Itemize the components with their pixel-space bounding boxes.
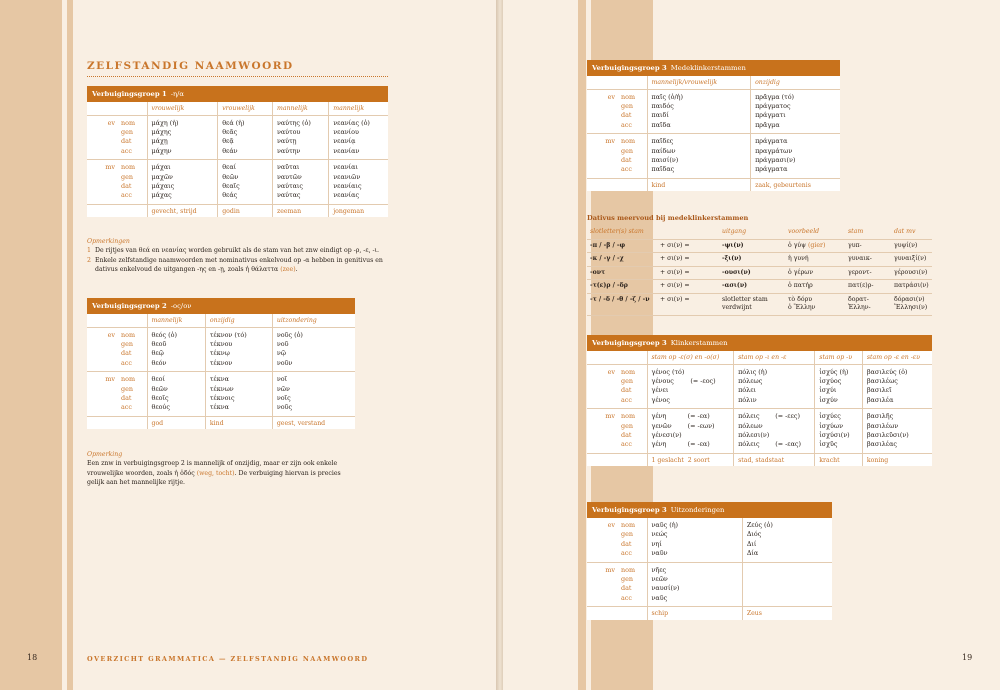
form-cell: βασιλῆς βασιλέων βασιλεῦσι(ν) βασιλέας xyxy=(866,412,909,449)
form-cell: θεός (ὁ) θεοῦ θεῷ θεόν xyxy=(151,330,177,367)
column-header: stam op -ε(σ) en -ο(σ) xyxy=(647,351,734,364)
translation: 1 geslacht 2 soort xyxy=(647,453,734,466)
case-labels: nom gen dat acc xyxy=(621,137,636,174)
translation-row xyxy=(87,416,355,429)
column-header: mannelijk xyxy=(272,102,328,115)
number-label: mv xyxy=(587,562,617,607)
column-headers xyxy=(587,76,840,89)
number-label: ev xyxy=(587,518,617,562)
right-margin-stripe xyxy=(578,0,586,690)
form-cell: παῖς (ὁ/ἡ) παιδός παιδί παῖδα xyxy=(651,92,683,129)
form-cell: γένος (τό) γένους γένει γένος xyxy=(651,367,685,404)
number-label: ev xyxy=(87,327,117,372)
column-header: uitgang xyxy=(719,226,785,239)
table-row-singular xyxy=(587,518,832,562)
column-header: mannelijk xyxy=(329,102,388,115)
column-header: slotletter(s) stam xyxy=(587,226,657,239)
number-label: mv xyxy=(587,134,617,179)
form-cell: ἰσχύς (ἡ) ἰσχύος ἰσχύι ἰσχύν xyxy=(819,367,849,404)
case-labels: nom gen dat acc xyxy=(621,412,636,449)
form-cell: γένη γενῶν γένεσι(ν) γένη xyxy=(651,412,682,449)
form-cell: μάχαι μαχῶν μάχαις μάχας xyxy=(151,163,175,200)
form-cell: νῆες νεῶν ναυσί(ν) ναῦς xyxy=(651,565,680,602)
form-cell: νοῖ νῶν νοῖς νοῦς xyxy=(276,375,293,412)
number-label: ev xyxy=(587,89,617,134)
case-labels: nom gen dat acc xyxy=(621,521,636,558)
column-headers xyxy=(587,351,932,364)
running-footer: OVERZICHT GRAMMATICA — ZELFSTANDIG NAAMWOORD xyxy=(87,655,369,663)
translation: Zeus xyxy=(742,607,832,620)
column-header: voorbeeld xyxy=(785,226,845,239)
table-row: -π / -β / -φ + σι(ν) = -ψι(ν) ὁ γύψ (gier) γυπ- γυψί(ν) xyxy=(587,239,932,253)
case-labels: nom gen dat acc xyxy=(621,565,636,602)
column-header: stam op -ι en -ε xyxy=(734,351,815,364)
remark-item: 1 De rijtjes van θεά en νεανίας worden gebruikt als de stam van het znw eindigt op -ρ, -ε, -ι. xyxy=(87,247,380,255)
translation: god xyxy=(147,416,205,429)
left-margin-stripe xyxy=(67,0,73,690)
translation: zaak, gebeurtenis xyxy=(751,178,840,191)
form-cell: πόλις (ἡ) πόλεως πόλει πόλιν xyxy=(738,367,768,404)
form-cell: θεά (ἡ) θεᾶς θεᾷ θεάν xyxy=(222,118,245,155)
translation-row xyxy=(587,453,932,466)
remark-title: Opmerking xyxy=(87,451,123,458)
form-cell: νοῦς (ὁ) νοῦ νῷ νοῦν xyxy=(276,330,303,367)
table-row-singular xyxy=(87,115,388,160)
form-cell: ναῦς (ἡ) νεώς νηί ναῦν xyxy=(651,521,679,558)
translation: koning xyxy=(862,453,932,466)
table-row: -τ / -δ / -θ / -ζ / -ν + σι(ν) = slotletter stam verdwijnt τὸ δόρυ ὁ Ἕλλην δορατ- Ἑλλην- δόρασι(ν) Ἕλλησι(ν) xyxy=(587,293,932,315)
form-cell: νεανίας (ὁ) νεανίου νεανίᾳ νεανίαν xyxy=(333,118,370,155)
column-headers xyxy=(87,102,388,115)
column-header: stam xyxy=(845,226,891,239)
column-headers xyxy=(587,226,932,239)
column-header: onzijdig xyxy=(205,314,272,327)
form-cell: μάχη (ἡ) μάχης μάχῃ μάχην xyxy=(151,118,179,155)
translation: godin xyxy=(218,204,273,217)
form-cell: παῖδες παίδων παισί(ν) παῖδας xyxy=(651,137,679,174)
table-uitzonderingen xyxy=(587,502,832,620)
case-labels: nom gen dat acc xyxy=(121,375,136,412)
table-row-plural xyxy=(587,562,832,607)
translation: gevecht, strijd xyxy=(147,204,218,217)
remark-group-2 xyxy=(87,450,355,487)
form-cell: πρᾶγμα (τό) πράγματος πράγματι πρᾶγμα xyxy=(755,92,795,129)
number-label: ev xyxy=(87,115,117,160)
translation: zeeman xyxy=(272,204,328,217)
column-header: onzijdig xyxy=(751,76,840,89)
translation-row xyxy=(587,178,840,191)
table-header: Verbuigingsgroep 3 Klinkerstammen xyxy=(587,335,932,351)
translation: kind xyxy=(205,416,272,429)
table-row-plural xyxy=(87,160,388,205)
table-row-plural xyxy=(587,134,840,179)
form-cell: Ζεύς (ὁ) Διός Διί Δία xyxy=(746,521,773,558)
table-verbuigingsgroep-2 xyxy=(87,298,355,429)
column-header: dat mv xyxy=(891,226,932,239)
form-cell: βασιλεύς (ὁ) βασιλέως βασιλεῖ βασιλέα xyxy=(866,367,908,404)
form-cell: πράγματα πραγμάτων πράγμασι(ν) πράγματα xyxy=(755,137,796,174)
dativus-title: Dativus meervoud bij medeklinkerstammen xyxy=(587,214,749,222)
column-header: mannelijk/vrouwelijk xyxy=(647,76,751,89)
form-cell: θεοί θεῶν θεοῖς θεούς xyxy=(151,375,170,412)
table-medeklinkerstammen xyxy=(587,60,840,191)
table-row: -τ(ε)ρ / -δρ + σι(ν) = -ασι(ν) ὁ πατήρ πατ(ε)ρ- πατράσι(ν) xyxy=(587,280,932,294)
column-header: stam op -ε en -ευ xyxy=(862,351,932,364)
table-header: Verbuigingsgroep 3 Medeklinkerstammen xyxy=(587,60,840,76)
table-header: Verbuigingsgroep 2 -ος/ον xyxy=(87,298,355,314)
table-row: -κ / -γ / -χ + σι(ν) = -ξι(ν) ἡ γυνή γυναικ- γυναιξί(ν) xyxy=(587,253,932,267)
remark-text: Een znw in verbuigingsgroep 2 is mannelijk of onzijdig, maar er zijn ook enkele vrouwelijke woorden, zoals ἡ ὁδός (weg, tocht). De verbuiging hiervan is precies gelijk aan het mannelijke rijtje. xyxy=(87,460,341,486)
form-cell: ναύτης (ὁ) ναύτου ναύτῃ ναύτην xyxy=(276,118,311,155)
left-page xyxy=(0,0,497,690)
contraction-note: (= -εος) xyxy=(690,376,716,385)
form-cell: θεαί θεῶν θεαῖς θεάς xyxy=(222,163,240,200)
translation: geest, verstand xyxy=(272,416,355,429)
translation: kracht xyxy=(815,453,863,466)
number-label: ev xyxy=(587,364,617,409)
remark-item: 2 Enkele zelfstandige naamwoorden met nominativus enkelvoud op -α hebben in genitivus en dativus enkelvoud de uitgangen -ης en -ῃ, zoals ἡ θάλαττα (zee). xyxy=(87,256,383,273)
column-header: mannelijk xyxy=(147,314,205,327)
form-cell: πόλεις πόλεων πόλεσι(ν) πόλεις xyxy=(738,412,770,449)
translation-row xyxy=(587,607,832,620)
case-labels: nom gen dat acc xyxy=(621,367,636,404)
translation: stad, stadstaat xyxy=(734,453,815,466)
number-label: mv xyxy=(87,372,117,417)
table-row-plural xyxy=(587,409,932,454)
form-cell: νεανίαι νεανιῶν νεανίαις νεανίας xyxy=(333,163,362,200)
dativus-table xyxy=(587,214,932,316)
form-cell: ναῦται ναυτῶν ναύταις ναύτας xyxy=(276,163,304,200)
left-margin-band xyxy=(0,0,62,690)
case-labels: nom gen dat acc xyxy=(121,163,136,200)
column-header: vrouwelijk xyxy=(218,102,273,115)
column-header: vrouwelijk xyxy=(147,102,218,115)
table-row-singular xyxy=(587,89,840,134)
table-header: Verbuigingsgroep 1 -η/α xyxy=(87,86,388,102)
page-number-left: 18 xyxy=(27,653,38,662)
form-cell: ἰσχύες ἰσχύων ἰσχύσι(ν) ἰσχῦς xyxy=(819,412,850,449)
translation: jongeman xyxy=(329,204,388,217)
number-label: mv xyxy=(87,160,117,205)
page-number-right: 19 xyxy=(962,653,973,662)
remarks-group-1 xyxy=(87,237,387,274)
table-row-plural xyxy=(87,372,355,417)
contraction-note: (= -εα) (= -εων) (= -εα) xyxy=(687,412,715,449)
remarks-title: Opmerkingen xyxy=(87,238,130,245)
case-labels: nom gen dat acc xyxy=(121,118,136,155)
translation: schip xyxy=(647,607,742,620)
table-header: Verbuigingsgroep 3 Uitzonderingen xyxy=(587,502,832,518)
form-cell: τέκνον (τό) τέκνου τέκνῳ τέκνον xyxy=(209,330,247,367)
translation: kind xyxy=(647,178,751,191)
page-title: ZELFSTANDIG NAAMWOORD xyxy=(87,60,388,77)
column-headers xyxy=(87,314,355,327)
table-row: -οντ + σι(ν) = -ουσι(ν) ὁ γέρων γεροντ- γέρουσι(ν) xyxy=(587,266,932,280)
translation-row xyxy=(87,204,388,217)
case-labels: nom gen dat acc xyxy=(621,92,636,129)
number-label: mv xyxy=(587,409,617,454)
table-klinkerstammen xyxy=(587,335,932,466)
table-verbuigingsgroep-1 xyxy=(87,86,388,217)
case-labels: nom gen dat acc xyxy=(121,330,136,367)
table-row-singular xyxy=(87,327,355,372)
column-header: stam op -υ xyxy=(815,351,863,364)
column-header: uitzondering xyxy=(272,314,355,327)
form-cell: τέκνα τέκνων τέκνοις τέκνα xyxy=(209,375,235,412)
table-row-singular xyxy=(587,364,932,409)
contraction-note: (= -εες) (= -εας) xyxy=(775,412,801,449)
